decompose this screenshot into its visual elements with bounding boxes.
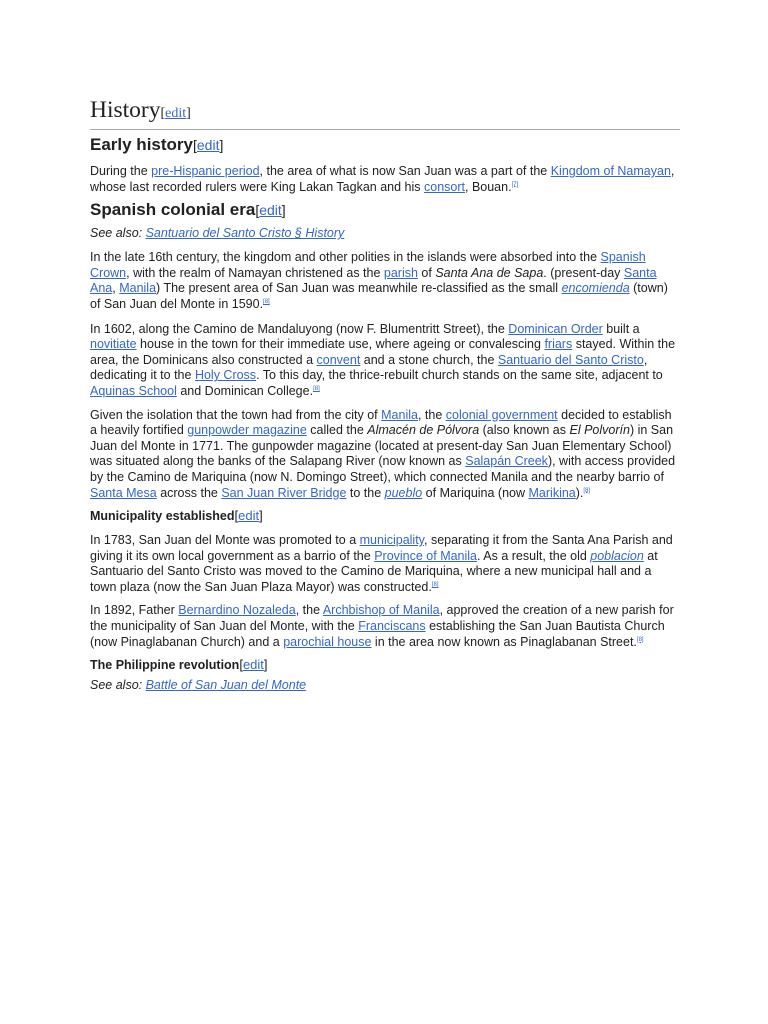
link-marikina[interactable]: Marikina: [528, 485, 576, 500]
history-heading: [90, 96, 680, 130]
spanish-paragraph-3: [90, 408, 680, 502]
link-manila[interactable]: Manila: [119, 281, 157, 296]
link-santa-ana[interactable]: Santa Ana: [90, 265, 657, 296]
philippine-revolution-heading: [90, 656, 680, 674]
link-colonial-government[interactable]: colonial government: [445, 407, 558, 422]
link-poblacion[interactable]: poblacion: [590, 548, 644, 563]
link-manila[interactable]: Manila: [381, 407, 418, 422]
text-run: across the: [156, 485, 222, 500]
text-run: . As a result, the old: [477, 548, 591, 563]
text-run: called the: [306, 423, 368, 438]
italic-text: El Polvorín: [569, 423, 630, 438]
text-run: In 1783, San Juan del Monte was promoted to a: [90, 533, 360, 548]
text-run: (also known as: [479, 423, 570, 438]
text-run: ).: [575, 485, 584, 500]
text-run: ) in San Juan del Monte in 1771. The gunpowder magazine (located at present-day San Juan Elementary School) was situated along the banks of the Salapang River (now known as: [90, 423, 674, 469]
link-san-juan-river-bridge[interactable]: San Juan River Bridge: [221, 485, 347, 500]
text-run: , approved the creation of a new parish for the municipality of San Juan del Monte, with the: [90, 603, 674, 634]
revolution-see-also-hatnote: [90, 677, 680, 693]
text-run: decided to establish a heavily fortified: [90, 407, 672, 438]
text-run: , dedicating it to the: [90, 352, 648, 383]
link-franciscans[interactable]: Franciscans: [358, 619, 426, 634]
link-salapan-creek[interactable]: Salapán Creek: [465, 454, 548, 469]
text-run: establishing the San Juan Bautista Church (now Pinaglabanan Church) and a: [90, 619, 665, 649]
citation-ref[interactable]: [8]: [313, 385, 320, 392]
see-also-label: See also:: [90, 678, 146, 693]
early-history-edit-section: [edit]: [193, 137, 224, 153]
text-run: , with the realm of Namayan christened as the: [126, 265, 384, 280]
see-also-label: See also:: [90, 226, 146, 241]
link-spanish-crown[interactable]: Spanish Crown: [90, 250, 646, 280]
link-archbishop-of-manila[interactable]: Archbishop of Manila: [322, 603, 440, 618]
text-run: During the: [90, 164, 152, 178]
spanish-colonial-era-edit-link[interactable]: edit: [259, 202, 282, 219]
history-heading-text: History: [90, 97, 161, 123]
link-parochial-house[interactable]: parochial house: [283, 634, 372, 649]
revolution-edit-link[interactable]: edit: [242, 657, 264, 673]
text-run: to the: [346, 485, 385, 500]
link-municipality[interactable]: municipality: [359, 533, 424, 548]
link-parish[interactable]: parish: [383, 265, 418, 280]
early-history-edit-link[interactable]: edit: [196, 137, 220, 153]
text-run: ), with access provided by the Camino de Mariquina (now N. Domingo Street), which connected Manila and the nearby barrio of: [90, 454, 676, 484]
article-content: [90, 96, 680, 693]
link-santuario-del-santo-cristo[interactable]: Santuario del Santo Cristo: [497, 352, 644, 367]
italic-text: Almacén de Pólvora: [367, 423, 480, 438]
text-run: built a: [602, 321, 640, 336]
history-edit-link[interactable]: edit: [165, 106, 187, 121]
see-also-hatnote: [90, 225, 680, 241]
citation-ref[interactable]: [7]: [511, 181, 519, 188]
municipality-edit-section: [edit]: [234, 508, 263, 524]
spanish-colonial-era-edit-section: [edit]: [255, 202, 286, 219]
philippine-revolution-heading-text: The Philippine revolution: [90, 658, 240, 673]
text-run: ) The present area of San Juan was meanwhile re-classified as the small: [156, 281, 562, 296]
text-run: house in the town for their immediate use, where ageing or convalescing: [136, 337, 545, 352]
text-run: In 1602, along the Camino de Mandaluyong (now F. Blumentritt Street), the: [90, 321, 509, 336]
text-run: Given the isolation that the town had from the city of: [90, 407, 382, 422]
citation-ref[interactable]: [8]: [263, 298, 270, 305]
italic-text: Santa Ana de Sapa: [435, 265, 544, 280]
early-history-heading: [90, 134, 680, 156]
link-gunpowder-magazine[interactable]: gunpowder magazine: [187, 423, 307, 438]
citation-ref[interactable]: [8]: [431, 581, 439, 588]
municipality-edit-link[interactable]: edit: [238, 508, 260, 524]
link-dominican-order[interactable]: Dominican Order: [508, 321, 603, 336]
municipality-established-heading: [90, 507, 680, 525]
link-battle-of-san-juan-del-monte[interactable]: Battle of San Juan del Monte: [145, 678, 307, 693]
municipality-paragraph-1: [90, 533, 680, 595]
text-run: , whose last recorded rulers were King Lakan Tagkan and his: [90, 164, 675, 194]
text-run: (town) of San Juan del Monte in 1590.: [90, 281, 668, 311]
link-province-of-manila[interactable]: Province of Manila: [374, 548, 478, 563]
link-pre-hispanic-period[interactable]: pre-Hispanic period: [151, 164, 260, 178]
early-history-heading-text: Early history: [90, 135, 193, 154]
text-run: ,: [112, 281, 120, 296]
text-run: in the area now known as Pinaglabanan Street.: [371, 634, 637, 649]
link-pueblo[interactable]: pueblo: [384, 485, 423, 500]
text-run: , Bouan.: [465, 179, 512, 194]
link-holy-cross[interactable]: Holy Cross: [194, 368, 257, 383]
municipality-paragraph-2: [90, 603, 680, 650]
citation-ref[interactable]: [8]: [636, 636, 644, 643]
text-run: of Mariquina (now: [422, 485, 529, 500]
text-run: , separating it from the Santa Ana Parish and giving it its own local government as a barrio of the: [90, 533, 673, 563]
text-run: . (present-day: [543, 265, 624, 280]
text-run: In 1892, Father: [90, 603, 179, 618]
text-run: and Dominican College.: [176, 383, 314, 398]
text-run: at Santuario del Santo Cristo was moved to the Camino de Mariquina, where a new municipal hall and a town plaza (now the San Juan Plaza Mayor) was constructed.: [90, 548, 658, 594]
text-run: and a stone church, the: [360, 352, 498, 367]
citation-ref[interactable]: [8]: [583, 487, 591, 494]
link-friars[interactable]: friars: [544, 337, 573, 352]
text-run: , the: [295, 603, 323, 618]
link-consort[interactable]: consort: [424, 179, 465, 194]
revolution-edit-section: [edit]: [239, 657, 268, 673]
text-run: stayed. Within the area, the Dominicans also constructed a: [90, 337, 676, 367]
link-convent[interactable]: convent: [316, 352, 361, 367]
text-run: In the late 16th century, the kingdom and other polities in the islands were absorbed into the: [90, 250, 601, 265]
link-novitiate[interactable]: novitiate: [90, 337, 137, 352]
link-santa-mesa[interactable]: Santa Mesa: [90, 485, 157, 500]
spanish-colonial-era-heading: [90, 199, 680, 221]
text-run: of: [417, 265, 436, 280]
spanish-paragraph-1: [90, 250, 680, 312]
municipality-established-heading-text: Municipality established: [90, 509, 235, 524]
link-kingdom-of-namayan[interactable]: Kingdom of Namayan: [550, 164, 671, 178]
link-santuario-history[interactable]: Santuario del Santo Cristo § History: [145, 226, 345, 241]
link-aquinas-school[interactable]: Aquinas School: [90, 383, 177, 398]
text-run: . To this day, the thrice-rebuilt church stands on the same site, adjacent to: [256, 368, 663, 383]
history-edit-section: [edit]: [160, 106, 191, 121]
early-history-paragraph: [90, 164, 680, 195]
spanish-paragraph-2: [90, 322, 680, 400]
text-run: , the: [417, 407, 446, 422]
spanish-colonial-era-heading-text: Spanish colonial era: [90, 200, 256, 220]
link-bernardino-nozaleda[interactable]: Bernardino Nozaleda: [178, 603, 296, 618]
text-run: , the area of what is now San Juan was a part of the: [259, 164, 551, 178]
link-encomienda[interactable]: encomienda: [561, 281, 630, 296]
